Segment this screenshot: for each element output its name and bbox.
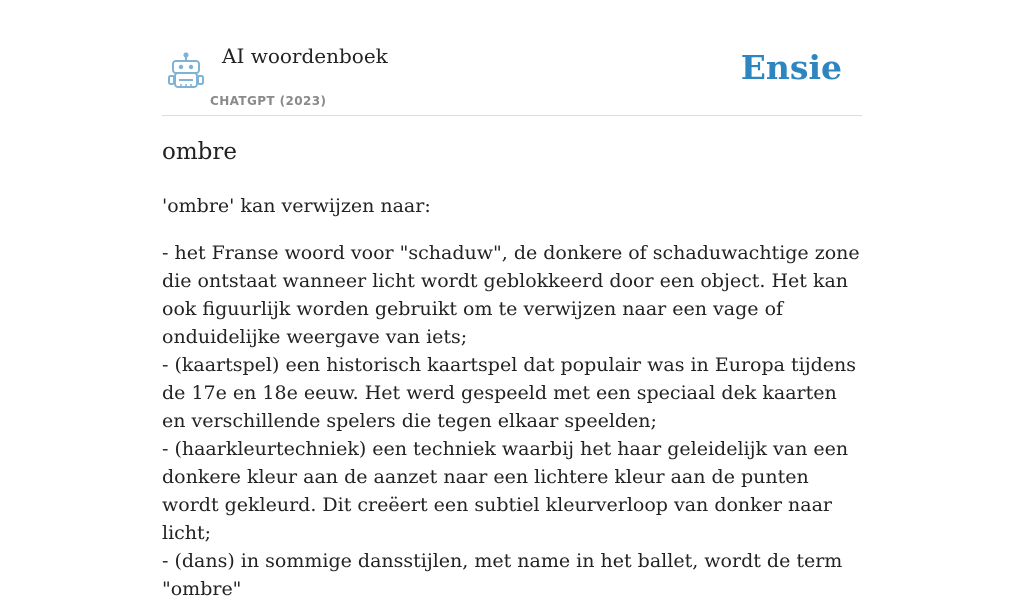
header — [162, 0, 862, 116]
meaning-item: - het Franse woord voor "schaduw", de donkere of schaduwachtige zone die ontstaat wanneer licht wordt geblokkeerd door een object. Het kan ook figuurlijk worden gebruikt om te verwijzen naar een vage of onduidelijke weergave van iets; — [162, 242, 860, 348]
brand-logo[interactable]: Ensie — [740, 48, 842, 87]
meaning-item: - (haarkleurtechniek) een techniek waarbij het haar geleidelijk van een donkere kleur aan de aanzet naar een lichtere kleur aan de punten wordt gekleurd. Dit creëert een subtiel kleurverloop van donker naar licht; — [162, 438, 849, 544]
meaning-item: - (kaartspel) een historisch kaartspel dat populair was in Europa tijdens de 17e en 18e eeuw. Het werd gespeeld met een speciaal dek kaarten en verschillende spelers die tegen elkaar speelden; — [162, 354, 856, 432]
dictionary-source: CHATGPT (2023) — [210, 94, 327, 108]
dictionary-title[interactable]: AI woordenboek — [222, 44, 388, 68]
robot-icon — [166, 52, 206, 90]
term-title: ombre — [162, 139, 237, 165]
meaning-item: - (dans) in sommige dansstijlen, met name in het ballet, wordt de term "ombre" — [162, 550, 843, 600]
definition-intro: 'ombre' kan verwijzen naar: — [162, 195, 431, 217]
definition — [162, 192, 862, 603]
content-container — [162, 0, 862, 600]
